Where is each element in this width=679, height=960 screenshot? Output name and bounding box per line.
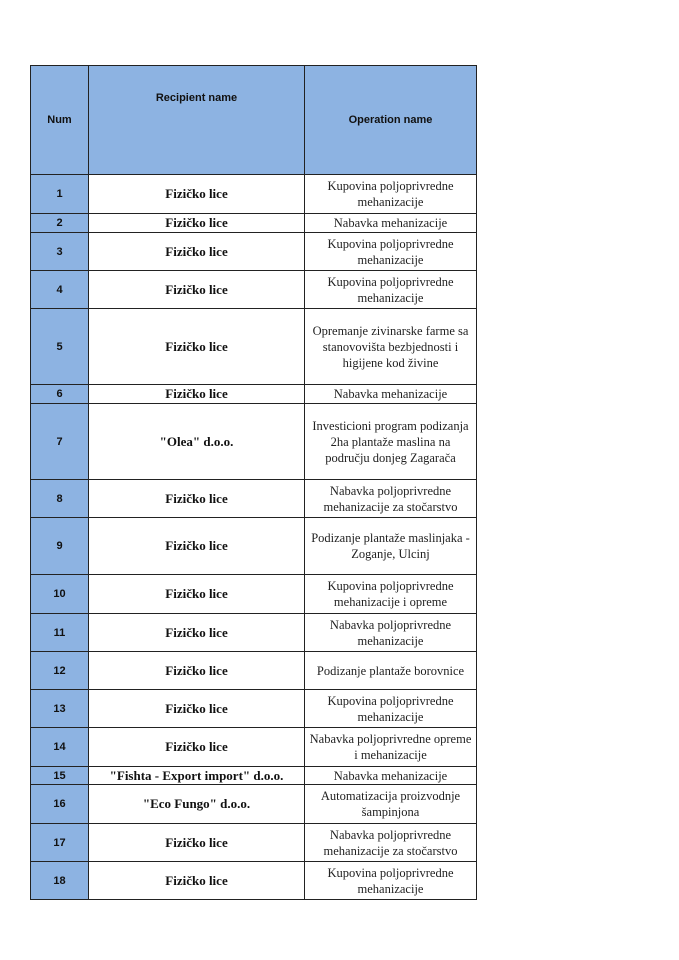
row-num: 4: [31, 271, 89, 309]
row-num: 12: [31, 652, 89, 690]
table-row: [31, 404, 477, 480]
operation-name: Nabavka mehanizacije: [305, 385, 477, 404]
recipient-name: Fizičko lice: [89, 690, 305, 728]
recipient-name: Fizičko lice: [89, 862, 305, 900]
recipient-name: Fizičko lice: [89, 652, 305, 690]
row-num: 10: [31, 575, 89, 614]
table-row: [31, 480, 477, 518]
operation-name: Kupovina poljoprivredne mehanizacije: [305, 690, 477, 728]
table-row: [31, 824, 477, 862]
operation-name: Kupovina poljoprivredne mehanizacije: [305, 862, 477, 900]
header-recipient: Recipient name: [89, 66, 305, 175]
table-row: [31, 385, 477, 404]
row-num: 9: [31, 518, 89, 575]
recipient-name: Fizičko lice: [89, 575, 305, 614]
table-row: [31, 214, 477, 233]
operation-name: Kupovina poljoprivredne mehanizacije: [305, 175, 477, 214]
table-row: [31, 767, 477, 785]
operation-name: Automatizacija proizvodnje šampinjona: [305, 785, 477, 824]
operation-name: Kupovina poljoprivredne mehanizacije: [305, 233, 477, 271]
table-row: [31, 652, 477, 690]
recipient-name: "Olea" d.o.o.: [89, 404, 305, 480]
table-row: [31, 575, 477, 614]
operation-name: Kupovina poljoprivredne mehanizacije i opreme: [305, 575, 477, 614]
row-num: 6: [31, 385, 89, 404]
recipient-name: Fizičko lice: [89, 824, 305, 862]
table-row: [31, 690, 477, 728]
recipient-name: Fizičko lice: [89, 309, 305, 385]
table-row: [31, 175, 477, 214]
recipients-table: [30, 65, 477, 900]
row-num: 17: [31, 824, 89, 862]
recipient-name: Fizičko lice: [89, 233, 305, 271]
recipient-name: Fizičko lice: [89, 728, 305, 767]
table-row: [31, 518, 477, 575]
row-num: 13: [31, 690, 89, 728]
table-row: [31, 728, 477, 767]
row-num: 5: [31, 309, 89, 385]
table-row: [31, 233, 477, 271]
recipient-name: Fizičko lice: [89, 175, 305, 214]
row-num: 11: [31, 614, 89, 652]
operation-name: Podizanje plantaže maslinjaka - Zoganje, Ulcinj: [305, 518, 477, 575]
table-row: [31, 309, 477, 385]
operation-name: Nabavka mehanizacije: [305, 214, 477, 233]
operation-name: Podizanje plantaže borovnice: [305, 652, 477, 690]
recipient-name: Fizičko lice: [89, 480, 305, 518]
recipient-name: "Fishta - Export import" d.o.o.: [89, 767, 305, 785]
recipient-name: Fizičko lice: [89, 271, 305, 309]
table-row: [31, 785, 477, 824]
row-num: 3: [31, 233, 89, 271]
recipient-name: Fizičko lice: [89, 518, 305, 575]
table-row: [31, 862, 477, 900]
operation-name: Investicioni program podizanja 2ha plantaže maslina na području donjeg Zagarača: [305, 404, 477, 480]
recipient-name: "Eco Fungo" d.o.o.: [89, 785, 305, 824]
recipient-name: Fizičko lice: [89, 614, 305, 652]
recipient-name: Fizičko lice: [89, 385, 305, 404]
operation-name: Nabavka poljoprivredne opreme i mehanizacije: [305, 728, 477, 767]
header-operation: Operation name: [305, 66, 477, 175]
row-num: 8: [31, 480, 89, 518]
row-num: 2: [31, 214, 89, 233]
operation-name: Kupovina poljoprivredne mehanizacije: [305, 271, 477, 309]
operation-name: Nabavka poljoprivredne mehanizacije za stočarstvo: [305, 480, 477, 518]
header-row: [31, 66, 477, 175]
table-row: [31, 614, 477, 652]
recipient-name: Fizičko lice: [89, 214, 305, 233]
row-num: 1: [31, 175, 89, 214]
row-num: 15: [31, 767, 89, 785]
row-num: 14: [31, 728, 89, 767]
operation-name: Opremanje zivinarske farme sa stanovovišta bezbjednosti i higijene kod živine: [305, 309, 477, 385]
table-row: [31, 271, 477, 309]
row-num: 7: [31, 404, 89, 480]
operation-name: Nabavka poljoprivredne mehanizacije za stočarstvo: [305, 824, 477, 862]
operation-name: Nabavka mehanizacije: [305, 767, 477, 785]
row-num: 16: [31, 785, 89, 824]
operation-name: Nabavka poljoprivredne mehanizacije: [305, 614, 477, 652]
row-num: 18: [31, 862, 89, 900]
header-num: Num: [31, 66, 89, 175]
